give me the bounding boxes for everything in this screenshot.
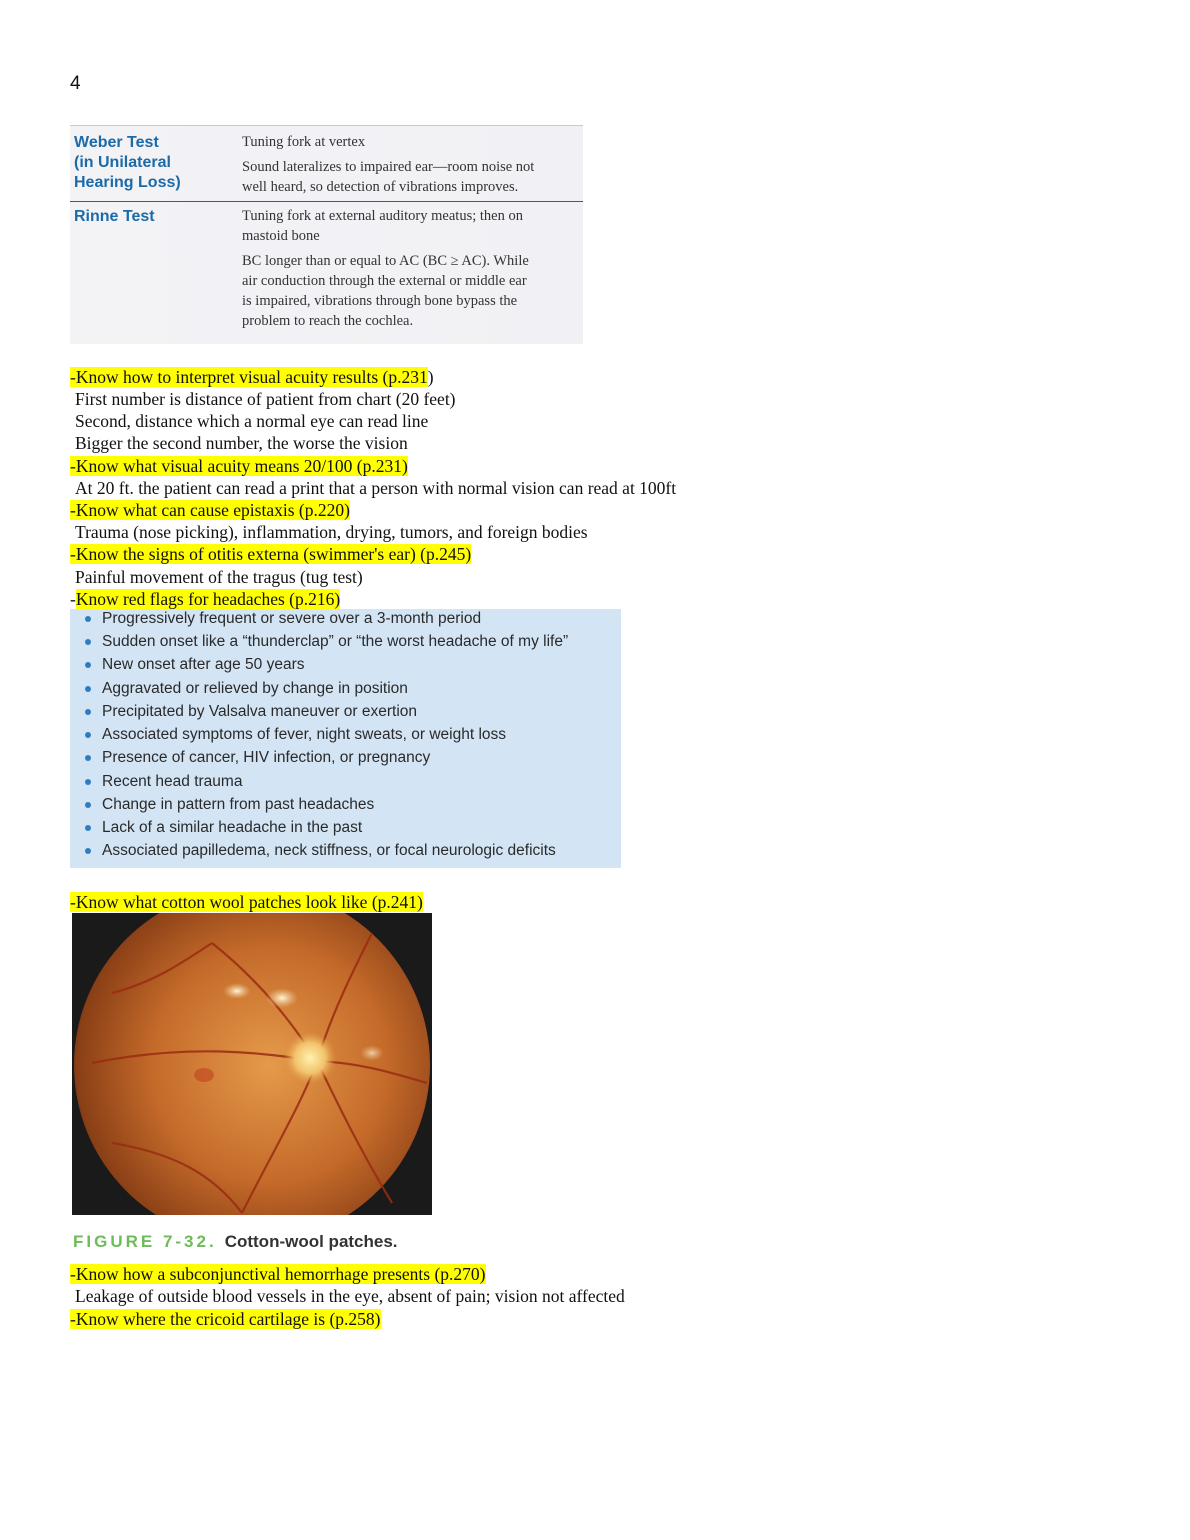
red-flag-text: Associated symptoms of fever, night sweats, or weight loss: [102, 726, 507, 743]
bullet-icon: [85, 709, 91, 715]
weber-desc-line: well heard, so detection of vibrations improves.: [242, 179, 519, 195]
bullet-icon: [85, 732, 91, 738]
question-tail: ): [427, 367, 434, 387]
red-flag-item: [102, 773, 242, 791]
fundus-photo: [72, 913, 432, 1215]
red-flag-text: Sudden onset like a “thunderclap” or “the worst headache of my life”: [102, 633, 569, 650]
rinne-desc-line: mastoid bone: [242, 228, 320, 244]
hearing-test-table: [70, 125, 583, 344]
rinne-desc-line: Tuning fork at external auditory meatus; then on: [242, 208, 523, 224]
question-otitis-externa: [70, 543, 471, 565]
question-prefix: -: [70, 589, 76, 609]
cotton-wool-patch: [360, 1045, 384, 1061]
red-flag-item: [102, 842, 556, 860]
question-visual-acuity: [70, 366, 434, 388]
bullet-icon: [85, 848, 91, 854]
figure-number: FIGURE 7-32.: [73, 1232, 217, 1251]
highlighted-question: -Know what cotton wool patches look like (p.241): [70, 892, 423, 912]
answer-line: Leakage of outside blood vessels in the eye, absent of pain; vision not affected: [75, 1286, 625, 1306]
rinne-desc-line: BC longer than or equal to AC (BC ≥ AC). While: [242, 253, 529, 269]
highlighted-question: -Know where the cricoid cartilage is (p.258): [70, 1309, 381, 1329]
rinne-test-row: [70, 202, 583, 344]
highlighted-question: -Know the signs of otitis externa (swimmer's ear) (p.245): [70, 544, 472, 564]
retina-disc: [74, 913, 430, 1215]
answer-line: At 20 ft. the patient can read a print that a person with normal vision can read at 100ft: [75, 478, 677, 498]
red-flag-text: Progressively frequent or severe over a 3-month period: [102, 610, 482, 627]
bullet-icon: [85, 662, 91, 668]
answer-line: Bigger the second number, the worse the vision: [75, 433, 408, 453]
bullet-icon: [85, 779, 91, 785]
figure-caption: [73, 1232, 398, 1252]
red-flag-item: [102, 633, 568, 651]
answer-line: Trauma (nose picking), inflammation, drying, tumors, and foreign bodies: [75, 522, 588, 542]
question-cotton-wool: [70, 891, 423, 913]
red-flag-text: Aggravated or relieved by change in position: [102, 680, 408, 697]
red-flag-item: [102, 749, 430, 767]
bullet-icon: [85, 686, 91, 692]
bullet-icon: [85, 825, 91, 831]
red-flag-text: Associated papilledema, neck stiffness, or focal neurologic deficits: [102, 842, 556, 859]
question-acuity-20-100: [70, 455, 408, 477]
rinne-desc-line: air conduction through the external or middle ear: [242, 273, 527, 289]
rinne-title-line: Rinne Test: [74, 208, 155, 225]
red-flag-text: New onset after age 50 years: [102, 656, 305, 673]
rinne-test-title: [74, 207, 234, 227]
answer-line: Painful movement of the tragus (tug test): [75, 567, 363, 587]
red-flag-item: [102, 819, 362, 837]
red-flag-text: Lack of a similar headache in the past: [102, 819, 363, 836]
highlighted-question: -Know what can cause epistaxis (p.220): [70, 500, 350, 520]
weber-desc-line: Sound lateralizes to impaired ear—room noise not: [242, 159, 535, 175]
rinne-desc-line: problem to reach the cochlea.: [242, 313, 414, 329]
red-flag-item: [102, 610, 481, 628]
figure-caption-text: Cotton-wool patches.: [224, 1232, 398, 1251]
highlighted-question: Know red flags for headaches (p.216): [75, 589, 341, 609]
answer-line: Second, distance which a normal eye can read line: [75, 411, 429, 431]
headache-red-flags-box: [70, 609, 621, 868]
red-flag-item: [102, 703, 417, 721]
weber-test-row: [70, 126, 583, 202]
red-flag-text: Presence of cancer, HIV infection, or pregnancy: [102, 749, 431, 766]
red-flag-text: Recent head trauma: [102, 773, 243, 790]
optic-disc: [284, 1032, 336, 1084]
red-flag-text: Precipitated by Valsalva maneuver or exertion: [102, 703, 418, 720]
bullet-icon: [85, 755, 91, 761]
red-flag-item: [102, 796, 374, 814]
weber-test-title: [74, 133, 234, 193]
highlighted-question: -Know how a subconjunctival hemorrhage presents (p.270): [70, 1264, 486, 1284]
weber-title-line: (in Unilateral: [74, 154, 171, 171]
question-cricoid: [70, 1308, 381, 1330]
hemorrhage-spot: [194, 1068, 214, 1082]
page-number: 4: [70, 73, 81, 94]
highlighted-question: -Know what visual acuity means 20/100 (p.231): [70, 456, 408, 476]
question-subconjunctival: [70, 1263, 486, 1285]
weber-title-line: Hearing Loss): [74, 174, 181, 191]
red-flag-item: [102, 726, 506, 744]
answer-line: First number is distance of patient from chart (20 feet): [75, 389, 456, 409]
weber-title-line: Weber Test: [74, 134, 159, 151]
question-epistaxis: [70, 499, 350, 521]
cotton-wool-patch: [223, 983, 251, 999]
retina-image: [72, 913, 432, 1215]
red-flag-item: [102, 656, 304, 674]
question-headache-red-flags: [70, 588, 340, 610]
red-flag-text: Change in pattern from past headaches: [102, 796, 375, 813]
red-flag-item: [102, 680, 408, 698]
bullet-icon: [85, 639, 91, 645]
highlighted-question: -Know how to interpret visual acuity results (p.231: [70, 367, 428, 387]
cotton-wool-patch: [266, 988, 298, 1008]
bullet-icon: [85, 616, 91, 622]
bullet-icon: [85, 802, 91, 808]
rinne-desc-line: is impaired, vibrations through bone bypass the: [242, 293, 518, 309]
weber-desc-line: Tuning fork at vertex: [242, 134, 366, 150]
